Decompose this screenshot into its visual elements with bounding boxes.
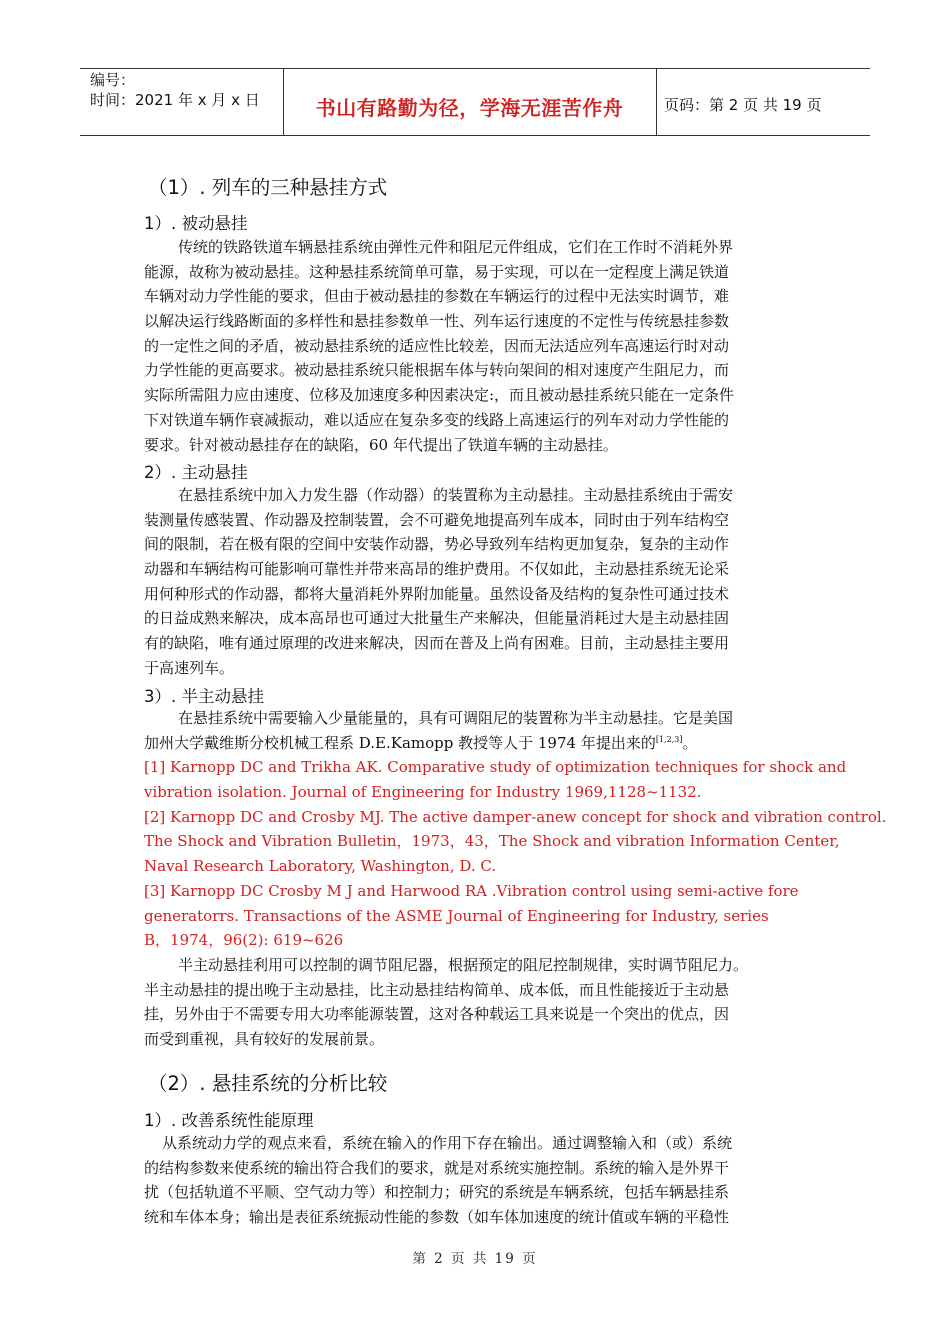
citation-superscript: [1,2,3] [655,734,683,744]
header-top-rule [80,68,870,69]
text-fragment: 。 [682,733,698,752]
section2-sub1-paragraph [144,1131,806,1230]
text-line: 而受到重视，具有较好的发展前景。 [144,1029,385,1048]
section1-sub2-paragraph [144,483,806,681]
text-line: 间的限制，若在极有限的空间中安装作动器，势必导致列车结构更加复杂，复杂的主动作 [144,535,730,554]
reference-line: [1] Karnopp DC and Trikha AK. Comparative study of optimization techniques for shock and [144,758,847,777]
header-time: 时间：2021 年 x 月 x 日 [90,91,260,109]
header-motto: 书山有路勤为径，学海无涯苦作舟 [315,96,624,120]
text-line: 有的缺陷，唯有通过原理的改进来解决，因而在普及上尚有困难。目前，主动悬挂主要用 [144,634,730,653]
page-footer: 第 2 页 共 19 页 [412,1251,538,1267]
text-line: 于高速列车。 [144,658,235,677]
reference-line: [2] Karnopp DC and Crosby MJ. The active damper-anew concept for shock and vibration control. [144,807,887,826]
text-line: 力学性能的更高要求。被动悬挂系统只能根据车体与转向架间的相对速度产生阻尼力，而 [144,361,730,380]
text-line: 传统的铁路铁道车辆悬挂系统由弹性元件和阻尼元件组成，它们在工作时不消耗外界 [178,238,734,256]
header-meta [90,70,260,110]
reference-line: B，1974，96(2): 619~626 [144,931,344,950]
text-line: 的日益成熟来解决，成本高昂也可通过大批量生产来解决，但能量消耗过大是主动悬挂固 [144,609,730,628]
text-line: 下对铁道车辆作衰减振动，难以适应在复杂多变的线路上高速运行的列车对动力学性能的 [144,410,730,429]
text-line [144,731,806,756]
text-line: 扰（包括轨道不平顺、空气动力等）和控制力；研究的系统是车辆系统，包括车辆悬挂系 [144,1183,730,1202]
header-code: 编号： [90,71,136,89]
section1-sub1-paragraph [144,235,806,457]
section1-sub3-paragraph [144,706,887,1052]
text-line: 从系统动力学的观点来看，系统在输入的作用下存在输出。通过调整输入和（或）系统 [162,1134,733,1152]
section2-title: （2）. 悬挂系统的分析比较 [148,1072,388,1095]
text-line: 半主动悬挂的提出晚于主动悬挂，比主动悬挂结构简单、成本低，而且性能接近于主动悬 [144,980,730,999]
text-line: 能源，故称为被动悬挂。这种悬挂系统简单可靠，易于实现，可以在一定程度上满足铁道 [144,262,730,281]
reference-line: vibration isolation. Journal of Engineering for Industry 1969,1128~1132. [144,783,702,802]
text-line: 在悬挂系统中加入力发生器（作动器）的装置称为主动悬挂。主动悬挂系统由于需安 [178,486,734,504]
section1-sub1-title: 1）. 被动悬挂 [144,214,248,233]
text-line: 挂，另外由于不需要专用大功率能源装置，这对各种载运工具来说是一个突出的优点，因 [144,1005,730,1024]
text-line: 半主动悬挂利用可以控制的调节阻尼器，根据预定的阻尼控制规律，实时调节阻尼力。 [178,955,749,974]
section2-sub1-title: 1）. 改善系统性能原理 [144,1111,314,1130]
text-line: 动器和车辆结构可能影响可靠性并带来高昂的维护费用。不仅如此，主动悬挂系统无论采 [144,560,730,579]
reference-line: The Shock and Vibration Bulletin，1973，43，The Shock and vibration Information Center, [144,832,840,851]
header-divider-right [656,68,657,136]
text-line: 以解决运行线路断面的多样性和悬挂参数单一性、列车运行速度的不定性与传统悬挂参数 [144,312,730,331]
section1-sub3-title: 3）. 半主动悬挂 [144,687,264,706]
text-line: 实际所需阻力应由速度、位移及加速度多种因素决定:，而且被动悬挂系统只能在一定条件 [144,386,735,405]
text-line: 统和车体本身；输出是表征系统振动性能的参数（如车体加速度的统计值或车辆的平稳性 [144,1208,730,1227]
text-line: 装测量传感装置、作动器及控制装置，会不可避免地提高列车成本，同时由于列车结构空 [144,510,730,529]
text-line: 车辆对动力学性能的要求，但由于被动悬挂的参数在车辆运行的过程中无法实时调节，难 [144,287,730,306]
text-fragment: 加州大学戴维斯分校机械工程系 D.E.Kamopp 教授等人于 1974 年提出来的 [144,733,656,752]
section1-title: （1）. 列车的三种悬挂方式 [148,176,388,199]
reference-line: Naval Research Laboratory, Washington, D. C. [144,857,497,876]
text-line: 在悬挂系统中需要输入少量能量的，具有可调阻尼的装置称为半主动悬挂。它是美国 [178,709,734,727]
text-line: 要求。针对被动悬挂存在的缺陷，60 年代提出了铁道车辆的主动悬挂。 [144,435,618,454]
reference-line: generatorrs. Transactions of the ASME Journal of Engineering for Industry, series [144,906,769,925]
text-line: 的一定性之间的矛盾，被动悬挂系统的适应性比较差，因而无法适应列车高速运行时对动 [144,336,730,355]
reference-line: [3] Karnopp DC Crosby M J and Harwood RA .Vibration control using semi-active fore [144,881,799,900]
section1-sub2-title: 2）. 主动悬挂 [144,463,248,482]
text-line: 用何种形式的作动器，都将大量消耗外界附加能量。虽然设备及结构的复杂性可通过技术 [144,584,730,603]
text-line: 的结构参数来使系统的输出符合我们的要求，就是对系统实施控制。系统的输入是外界干 [144,1158,730,1177]
header-bottom-rule [80,135,870,136]
header-page-number: 页码：第 2 页 共 19 页 [664,96,822,114]
